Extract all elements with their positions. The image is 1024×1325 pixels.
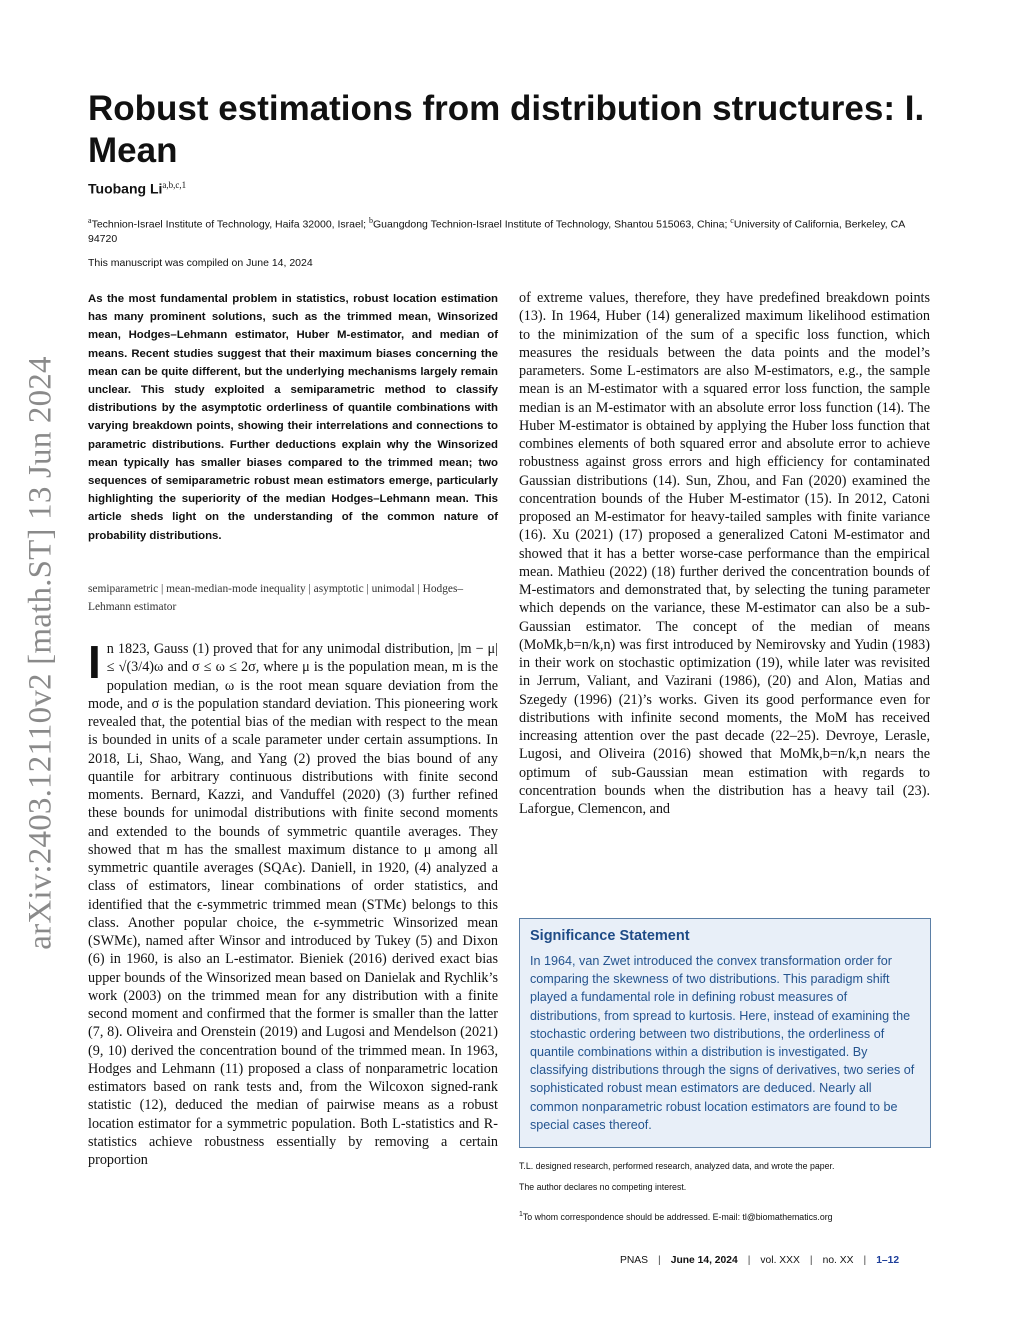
- page-footer: [620, 1255, 899, 1266]
- correspondence-text: To whom correspondence should be addressed. E-mail: tl@biomathematics.org: [522, 1211, 833, 1222]
- affil-a: Technion-Israel Institute of Technology, Haifa 32000, Israel;: [91, 218, 370, 231]
- affiliations: [88, 214, 936, 246]
- footer-date: June 14, 2024: [670, 1255, 738, 1266]
- significance-title: Significance Statement: [530, 928, 690, 944]
- author-affil-marks: a,b,c,1: [162, 180, 187, 190]
- arxiv-identifier-stamp: [6, 345, 76, 960]
- body-left-text: n 1823, Gauss (1) proved that for any unimodal distribution, |m − μ| ≤ √(3/4)ω and σ ≤ ω ≤ 2σ, where μ is the population mean, m is the population median, ω is the root mean square deviation from the mode, and σ is the population standard deviation. This pioneering work revealed that, the potential bias of the median with respect to the mean is bounded in units of a scale parameter under certain assumptions. In 2018, Li, Shao, Wang, and Yang (2) proved the bias bound of any quantile for arbitrary continuous distributions with finite second moments. Bernard, Kazzi, and Vanduffel (2020) (3) further refined these bounds for unimodal distributions with finite second moments and extended to the bounds of symmetric quantile averages. They showed that m has the smallest maximum distance to μ among all symmetric quantile averages (SQAϵ). Daniell, in 1920, (4) analyzed a class of estimators, linear combinations of order statistics, and identified that the ϵ-symmetric trimmed mean (STMϵ) belongs to this class. Another popular choice, the ϵ-symmetric Winsorized mean (SWMϵ), named after Winsor and introduced by Tukey (5) and Dixon (6) in 1960, is also an L-estimator. Bieniek (2016) derived exact bias upper bounds of the Winsorized mean based on Danielak and Rychlik’s work (2003) on the trimmed mean for any distribution with a finite second moment and confirmed that the former is smaller than the latter (7, 8). Oliveira and Orenstein (2019) and Lugosi and Mendelson (2021) (9, 10) derived the concentration bound of the trimmed mean. In 1963, Hodges and Lehmann (11) proposed a class of nonparametric location estimators based on rank tests and, from the Wilcoxon signed-rank statistic (12), deduced the median of pairwise means as a robust location estimator for a symmetric population. Both L-statistics and R-statistics achieve robustness essentially by removing a certain proportion: [88, 641, 498, 1168]
- arxiv-id-text: arXiv:2403.12110v2 [math.ST] 13 Jun 2024: [22, 355, 59, 950]
- abstract: As the most fundamental problem in statistics, robust location estimation has many prominent solutions, such as the trimmed mean, Winsorized mean, Hodges–Lehmann estimator, Huber M-estimator, and median of means. Recent studies suggest that their maximum biases concerning the mean can be quite different, but the underlying mechanisms largely remain unclear. This study exploited a semiparametric method to classify distributions by the asymptotic orderliness of quantile combinations with varying breakdown points, showing their interrelations and connections to parametric distributions. Further deductions explain why the Winsorized mean typically has smaller biases compared to the trimmed mean; two sequences of semiparametric robust mean estimators emerge, particularly highlighting the superiority of the median Hodges–Lehmann mean. This article sheds light on the understanding of the common nature of probability distributions.: [88, 293, 498, 542]
- footer-number: no. XX: [822, 1255, 854, 1266]
- footer-separator: |: [658, 1255, 661, 1266]
- significance-text: In 1964, van Zwet introduced the convex transformation order for comparing the skewness of two distributions. This paradigm shift played a fundamental role in defining robust measures of distributions, from spread to kurtosis. Here, instead of examining the stochastic ordering between two distributions, the orderliness of quantile combinations within a distribution is investigated. By classifying distributions through the signs of derivatives, two series of sophisticated robust mean estimators are deduced. Nearly all common nonparametric robust location estimators are found to be special cases thereof.: [530, 954, 915, 1132]
- paper-title: Robust estimations from distribution structures: I. Mean: [88, 89, 925, 170]
- author-contributions: T.L. designed research, performed research, analyzed data, and wrote the paper.: [519, 1161, 835, 1171]
- affil-mark-a: a: [88, 216, 92, 225]
- correspondence-note: [519, 1211, 833, 1222]
- dropcap-letter: I: [88, 636, 101, 688]
- competing-interest: The author declares no competing interest.: [519, 1182, 687, 1192]
- compile-date: This manuscript was compiled on June 14, 2024: [88, 257, 313, 269]
- affil-mark-b: b: [369, 216, 374, 225]
- footer-journal: PNAS: [620, 1255, 649, 1266]
- significance-statement-box: [519, 918, 931, 1148]
- keywords: semiparametric | mean-median-mode inequality | asymptotic | unimodal | Hodges–Lehmann estimator: [88, 583, 464, 613]
- footer-separator: |: [809, 1255, 813, 1266]
- affil-c: University of California, Berkeley, CA 94720: [88, 218, 905, 245]
- author-line: [88, 180, 186, 197]
- footer-pages: 1–12: [876, 1255, 900, 1266]
- author-name: Tuobang Li: [88, 180, 163, 197]
- footer-separator: |: [747, 1255, 751, 1266]
- correspondence-mark: 1: [519, 1211, 523, 1218]
- body-left-column: [88, 636, 498, 1169]
- body-right-column: of extreme values, therefore, they have predefined breakdown points (13). In 1964, Huber (14) generalized maximum likelihood estimation to the minimization of the sum of a specific loss function, which measures the residuals between the data points and the model’s parameters. Some L-estimators are also M-estimators, e.g., the sample mean is an M-estimator with a squared error loss function, the sample median is an M-estimator with an absolute error loss function (14). The Huber M-estimator is obtained by applying the Huber loss function that combines elements of both squared error and absolute error to achieve robustness against gross errors and high efficiency for contaminated Gaussian distributions (14). Sun, Zhou, and Fan (2020) examined the concentration bounds of the Huber M-estimator (15). In 2012, Catoni proposed an M-estimator for heavy-tailed samples with finite variance (16). Xu (2021) (17) proposed a generalized Catoni M-estimator and showed that it has a better worse-case performance than the empirical mean. Mathieu (2022) (18) further derived the concentration bounds of M-estimators and demonstrated that, by selecting the tuning parameter which depends on the variance, these M-estimator can also be a sub-Gaussian estimator. The concept of the median of means (MoMk,b=n/k,n) was first introduced by Nemirovsky and Yudin (1983) in their work on stochastic optimization (19), while later was revisited in Jerrum, Valiant, and Vazirani (1986), (20) and Alon, Matias and Szegedy (1996) (21)’s works. Given its good performance even for distributions with infinite second moments, the MoM has received increasing attention over the past decade (22–25). Devroye, Lerasle, Lugosi, and Oliveira (2016) showed that MoMk,b=n/k,n nears the optimum of sub-Gaussian mean estimation with regards to concentration bounds when the distribution has a heavy tail (23). Laforgue, Clemencon, and: [519, 290, 930, 817]
- affil-mark-c: c: [730, 216, 734, 225]
- footer-separator: |: [863, 1255, 867, 1266]
- footer-volume: vol. XXX: [760, 1255, 800, 1266]
- affil-b: Guangdong Technion-Israel Institute of Technology, Shantou 515063, China;: [373, 218, 731, 231]
